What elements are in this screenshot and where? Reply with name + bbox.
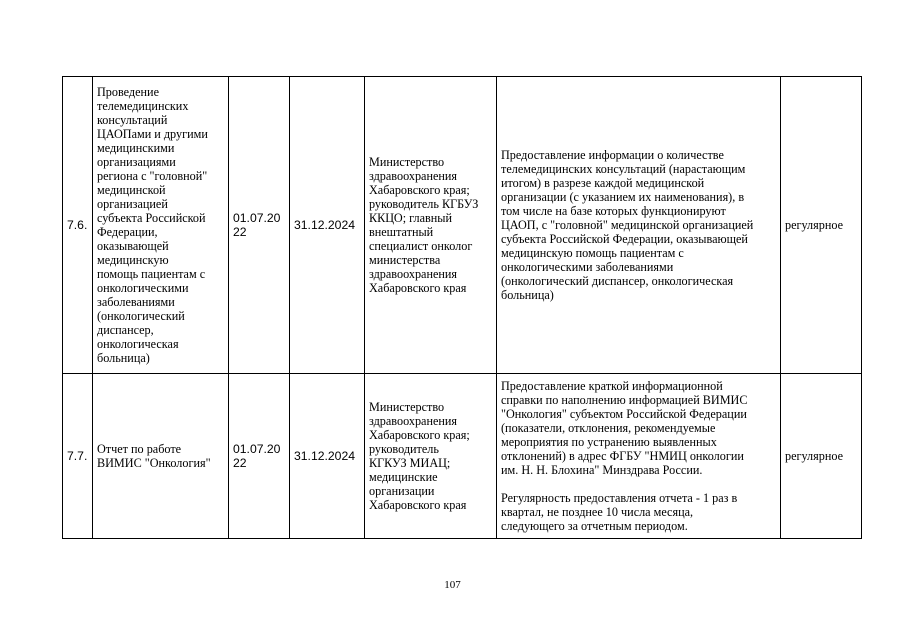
- expected-result: Предоставление информации о количестве телемедицинских консультаций (нарастающим итогом) в разрезе каждой медицинской организации (с указанием их наименования), в том числе на базе которых функционируют ЦАОП, с "головной" медицинской организацией субъекта Российской Федерации, оказывающей медицинскую помощь пациентам с онкологическими заболеваниями (онкологический диспансер, онкологическая больница): [497, 77, 781, 374]
- row-number: 7.6.: [63, 77, 93, 374]
- end-date: 31.12.2024: [290, 77, 365, 374]
- responsible-party: Министерство здравоохранения Хабаровского края; руководитель КГБУЗ ККЦО; главный внештатный специалист онколог министерства здравоохранения Хабаровского края: [365, 77, 497, 374]
- start-date: 01.07.20 22: [229, 77, 290, 374]
- control-type: регулярное: [781, 374, 862, 539]
- table-row: [63, 77, 862, 374]
- control-type: регулярное: [781, 77, 862, 374]
- expected-result: Предоставление краткой информационной справки по наполнению информацией ВИМИС "Онкология" субъектом Российской Федерации (показатели, отклонения, рекомендуемые мероприятия по устранению выявленных отклонений) в адрес ФГБУ "НМИЦ онкологии им. Н. Н. Блохина" Минздрава России. Регулярность предоставления отчета - 1 раз в квартал, не позднее 10 числа месяца, следующего за отчетным периодом.: [497, 374, 781, 539]
- end-date: 31.12.2024: [290, 374, 365, 539]
- page-number: 107: [444, 579, 461, 591]
- plan-table: [62, 76, 862, 539]
- task-description: Проведение телемедицинских консультаций ЦАОПами и другими медицинскими организациями региона с "головной" медицинской организацией субъекта Российской Федерации, оказывающей медицинскую помощь пациентам с онкологическими заболеваниями (онкологический диспансер, онкологическая больница): [93, 77, 229, 374]
- responsible-party: Министерство здравоохранения Хабаровского края; руководитель КГКУЗ МИАЦ; медицинские организации Хабаровского края: [365, 374, 497, 539]
- task-description: Отчет по работе ВИМИС "Онкология": [93, 374, 229, 539]
- table-row: [63, 374, 862, 539]
- row-number: 7.7.: [63, 374, 93, 539]
- start-date: 01.07.20 22: [229, 374, 290, 539]
